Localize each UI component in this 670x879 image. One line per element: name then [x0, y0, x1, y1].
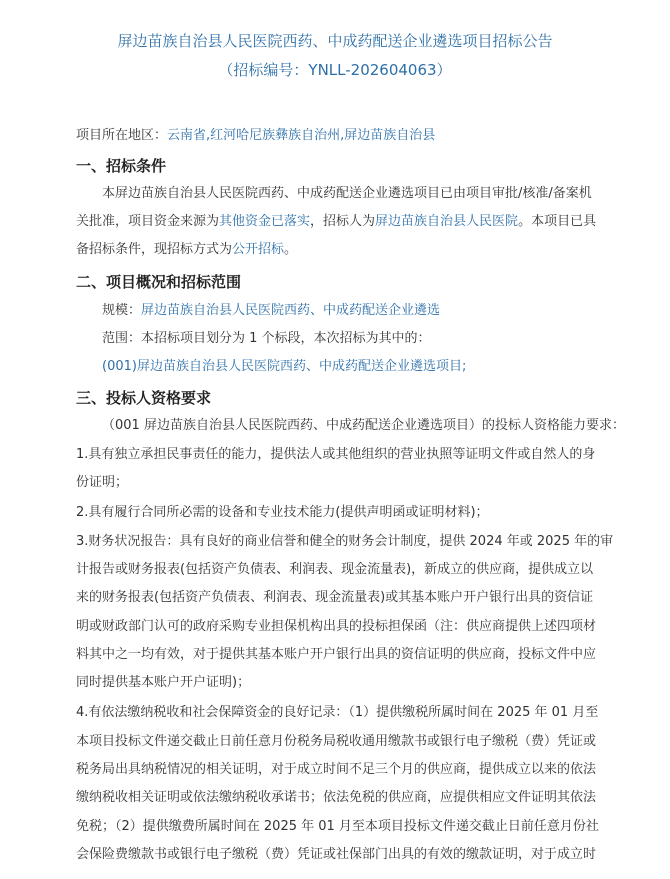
qualification-line: 计报告或财务报表(包括资产负债表、利润表、现金流量表)，新成立的供应商，提供成立以	[76, 562, 594, 577]
conditions-line-3	[76, 240, 297, 260]
qualification-line: 会保险费缴款书或银行电子缴税（费）凭证或社保部门出具的有效的缴款证明，对于成立时	[76, 847, 597, 862]
text-span: ，招标人为	[310, 214, 376, 229]
qualification-line: 免税；（2）提供缴费所属时间在 2025 年 01 月至本项目投标文件递交截止日前任意月份社	[76, 819, 599, 834]
notice-title: 屏边苗族自治县人民医院西药、中成药配送企业遴选项目招标公告	[117, 32, 553, 50]
bidding-method: 公开招标	[232, 242, 285, 257]
conditions-line-2	[76, 212, 596, 232]
location-value: 云南省,红河哈尼族彝族自治州,屏边苗族自治县	[167, 128, 436, 143]
location-label: 项目所在地区：	[76, 128, 168, 143]
lot-item: (001)屏边苗族自治县人民医院西药、中成药配送企业遴选项目;	[102, 359, 467, 374]
qualification-line: 本项目投标文件递交截止日前任意月份税务局税收通用缴款书或银行电子缴税（费）凭证或	[76, 734, 597, 749]
scale-label: 规模：	[102, 303, 142, 318]
project-location	[76, 126, 435, 146]
notice-number: （招标编号：YNLL-202604063）	[218, 61, 452, 79]
section-heading-bidding-conditions: 一、招标条件	[76, 157, 167, 175]
text-span: 。	[284, 242, 298, 257]
text-span: 。本项目已具	[518, 214, 597, 229]
qualification-line: 料其中之一均有效，对于提供其基本账户开户银行出具的资信证明的供应商，投标文件中应	[76, 647, 597, 662]
qualification-line: 税务局出具纳税情况的相关证明，对于成立时间不足三个月的供应商，提供成立以来的依法	[76, 762, 597, 777]
qualification-line: 同时提供基本账户开户证明)；	[76, 675, 251, 690]
qualification-line: 缴纳税收相关证明或依法缴纳税收承诺书；依法免税的供应商，应提供相应文件证明其依法	[76, 790, 597, 805]
qualification-line: 份证明；	[76, 475, 129, 490]
section-heading-qualification: 三、投标人资格要求	[76, 389, 212, 407]
funding-source: 其他资金已落实	[219, 214, 311, 229]
qualification-line: 1.具有独立承担民事责任的能力，提供法人或其他组织的营业执照等证明文件或自然人的身	[76, 447, 596, 462]
qualification-line: 来的财务报表(包括资产负债表、利润表、现金流量表)或其基本账户开户银行出具的资信证	[76, 590, 594, 605]
project-scale	[102, 301, 440, 321]
scale-value: 屏边苗族自治县人民医院西药、中成药配送企业遴选	[141, 303, 441, 318]
section-heading-project-overview: 二、项目概况和招标范围	[76, 273, 242, 291]
qualification-line: 明或财政部门认可的政府采购专业担保机构出具的投标担保函（注：供应商提供上述四项材	[76, 619, 597, 634]
conditions-line-1	[102, 184, 592, 204]
text-span: 关批准，项目资金来源为	[76, 214, 220, 229]
qualification-intro: （001 屏边苗族自治县人民医院西药、中成药配送企业遴选项目）的投标人资格能力要求：	[102, 418, 625, 433]
text-span: 备招标条件，现招标方式为	[76, 242, 233, 257]
tenderer-name: 屏边苗族自治县人民医院	[375, 214, 519, 229]
qualification-line: 2.具有履行合同所必需的设备和专业技术能力(提供声明函或证明材料)；	[76, 505, 489, 520]
project-range: 范围：本招标项目划分为 1 个标段，本次招标为其中的：	[102, 331, 431, 346]
text-span: 本屏边苗族自治县人民医院西药、中成药配送企业遴选项目已由项目审批/核准/备案机	[102, 186, 592, 201]
qualification-line: 3.财务状况报告：具有良好的商业信誉和健全的财务会计制度，提供 2024 年或 2025 年的审	[76, 534, 614, 549]
qualification-line: 4.有依法缴纳税收和社会保障资金的良好记录：（1）提供缴税所属时间在 2025 年 01 月至	[76, 705, 599, 720]
